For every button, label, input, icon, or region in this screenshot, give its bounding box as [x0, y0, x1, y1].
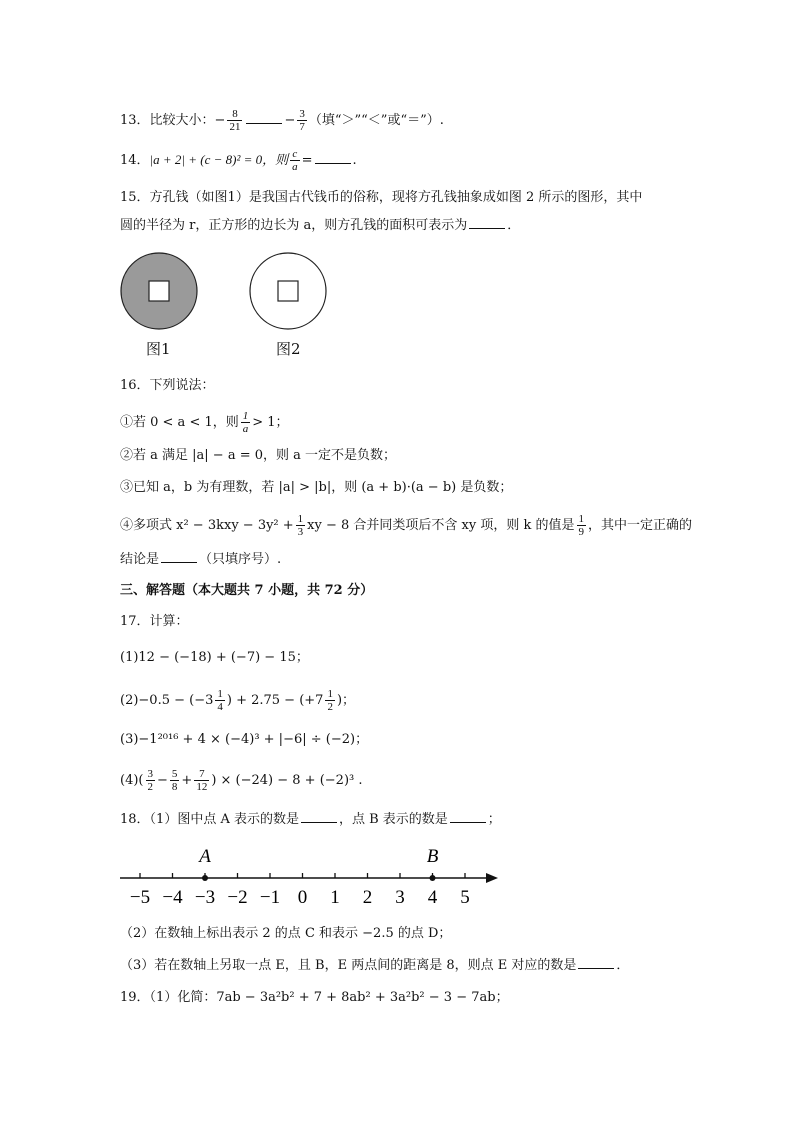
q18-part-2: （2）在数轴上标出表示 2 的点 C 和表示 −2.5 的点 D； — [120, 926, 452, 941]
figure-2-caption: 图2 — [276, 340, 301, 358]
point-A-dot — [202, 875, 208, 881]
question-16-title: 16．下列说法： — [120, 378, 215, 393]
question-15-line-2: 圆的半径为 r，正方形的边长为 a，则方孔钱的面积可表示为 ． — [120, 218, 521, 233]
point-B-label: B — [426, 846, 439, 867]
coin-figure-1 — [118, 250, 200, 332]
tick-label: 1 — [330, 887, 340, 908]
q17-part-4: (4)( $\frac{3}{2}$ − $\frac{5}{8}$ + $\frac{7}{12}$ ) × (−24) − 8 + (−2)³ . — [120, 768, 363, 793]
figure-1-caption: 图1 — [146, 340, 171, 358]
tick-label: 3 — [395, 887, 405, 908]
square-hole — [278, 281, 298, 301]
statement-1: ①若 0 < a < 1，则 $\frac{1}{a}$ > 1； — [120, 410, 289, 435]
fraction-8-21: $\frac{8}{21}$ — [229, 108, 241, 133]
arrow-head-icon — [486, 873, 498, 883]
statement-4: ④多项式 x² − 3kxy − 3y² + $\frac{1}{3}$ xy − 8 合并同类项后不含 xy 项，则 k 的值是 $\frac{1}{9}$ ，其中一定正确的 — [120, 513, 693, 538]
fraction-3-2: $\frac{3}{2}$ — [147, 768, 153, 793]
fraction-1-3: $\frac{1}{3}$ — [297, 513, 304, 538]
fraction-3-7: $\frac{3}{7}$ — [299, 108, 305, 133]
answer-blank[interactable] — [246, 111, 282, 124]
question-15-line-1: 15．方孔钱（如图1）是我国古代钱币的俗称，现将方孔钱抽象成如图 2 所示的图形，其中 — [120, 190, 643, 205]
square-hole — [149, 281, 169, 301]
fraction-1-over-a: $\frac{1}{a}$ — [242, 410, 249, 435]
question-17-title: 17．计算： — [120, 614, 189, 629]
statement-3: ③已知 a，b 为有理数，若 |a| > |b|，则 (a + b)·(a − b) 是负数； — [120, 480, 513, 495]
tick-label: −5 — [129, 887, 151, 908]
coin-figure-2 — [247, 250, 329, 332]
statement-2: ②若 a 满足 |a| − a = 0，则 a 一定不是负数； — [120, 448, 397, 463]
fraction-c-over-a: $\frac{c}{a}$ — [292, 148, 298, 173]
fraction-1-4: $\frac{1}{4}$ — [217, 688, 223, 713]
question-14: 14．|a + 2| + (c − 8)² = 0，则 $\frac{c}{a}$ = . — [120, 148, 357, 173]
statement-4-continued: 结论是 （只填序号）. — [120, 552, 282, 567]
answer-blank-A[interactable] — [301, 810, 337, 823]
tick-label: −2 — [227, 887, 248, 908]
q17-part-1: (1)12 − (−18) + (−7) − 15； — [120, 650, 309, 665]
answer-blank[interactable] — [469, 216, 505, 229]
answer-blank[interactable] — [315, 151, 351, 164]
answer-blank-E[interactable] — [578, 956, 614, 969]
fraction-5-8: $\frac{5}{8}$ — [171, 768, 178, 793]
point-A-label: A — [199, 846, 211, 867]
tick-label: 0 — [297, 887, 308, 908]
answer-blank-B[interactable] — [450, 810, 486, 823]
question-19: 19．（1）化简：7ab − 3a²b² + 7 + 8ab² + 3a²b² − 3 − 7ab； — [120, 990, 509, 1005]
fraction-1-2: $\frac{1}{2}$ — [327, 688, 333, 713]
tick-label: 2 — [362, 887, 373, 908]
section-heading: 三、解答题（本大题共 7 小题，共 72 分） — [120, 583, 374, 598]
tick-label: −3 — [194, 887, 216, 908]
tick-label: −4 — [162, 887, 183, 908]
q17-part-3: (3)−1²⁰¹⁶ + 4 × (−4)³ + |−6| ÷ (−2)； — [120, 732, 369, 747]
q17-part-2: (2)−0.5 − (−3 $\frac{1}{4}$ ) + 2.75 − (+7 $\frac{1}{2}$ )； — [120, 688, 356, 713]
answer-blank[interactable] — [161, 550, 197, 563]
q18-part-1: 18．（1）图中点 A 表示的数是 ，点 B 表示的数是 ； — [120, 812, 501, 827]
point-B-dot — [430, 875, 436, 881]
tick-label: 4 — [427, 887, 438, 908]
tick-label: −1 — [259, 887, 281, 908]
number-line — [112, 840, 504, 912]
q18-part-3: （3）若在数轴上另取一点 E，且 B，E 两点间的距离是 8，则点 E 对应的数是 ． — [120, 958, 630, 973]
tick-label: 5 — [460, 887, 470, 908]
question-13: 13．比较大小：− $\frac{8}{21}$ − $\frac{3}{7}$ （填“＞”“＜”或“＝”）. — [120, 108, 444, 133]
fraction-1-9: $\frac{1}{9}$ — [578, 513, 584, 538]
fraction-7-12: $\frac{7}{12}$ — [196, 768, 208, 793]
